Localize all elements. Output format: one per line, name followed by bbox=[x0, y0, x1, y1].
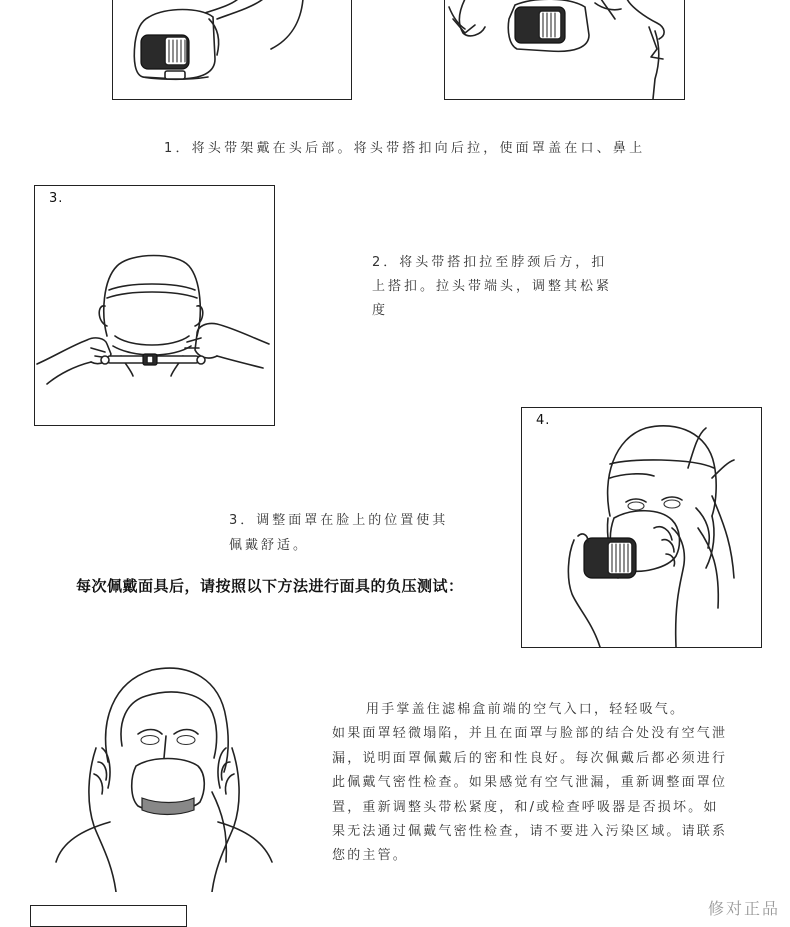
face-mask-adjust-illustration bbox=[522, 408, 761, 647]
test-line-1: 用手掌盖住滤棉盒前端的空气入口，轻轻吸气。 bbox=[366, 702, 686, 717]
section-heading: 每次佩戴面具后，请按照以下方法进行面具的负压测试： bbox=[76, 577, 464, 595]
corner-label: 修对正品 bbox=[708, 899, 781, 918]
step3-line2: 佩戴舒适。 bbox=[229, 538, 310, 553]
seal-check-illustration bbox=[42, 662, 302, 892]
back-of-head-illustration bbox=[35, 186, 274, 425]
hands-mask-illustration bbox=[445, 0, 684, 99]
test-line-3: 漏，说明面罩佩戴后的密和性良好。每次佩戴后都必须进行 bbox=[332, 750, 728, 766]
next-illustration-frame bbox=[30, 905, 187, 927]
test-line-5: 置，重新调整头带松紧度，和/或检查呼吸器是否损坏。如 bbox=[332, 799, 719, 815]
test-paragraph bbox=[332, 698, 772, 869]
test-line-6: 果无法通过佩戴气密性检查，请不要进入污染区域。请联系 bbox=[332, 824, 728, 840]
step1-caption: 1．将头带架戴在头后部。将头带搭扣向后拉，使面罩盖在口、鼻上 bbox=[164, 141, 646, 156]
step-number-3: 3. bbox=[49, 191, 64, 206]
step2-line2: 上搭扣。拉头带端头，调整其松紧 bbox=[372, 279, 613, 294]
test-line-4: 此佩戴气密性检查。如果感觉有空气泄漏，重新调整面罩位 bbox=[332, 775, 728, 791]
illustration-step1-left bbox=[112, 0, 352, 100]
step2-line3: 度 bbox=[372, 303, 389, 318]
illustration-step2 bbox=[34, 185, 275, 426]
test-line-2: 如果面罩轻微塌陷，并且在面罩与脸部的结合处没有空气泄 bbox=[332, 726, 728, 742]
step2-line1: 2．将头带搭扣拉至脖颈后方，扣 bbox=[372, 255, 608, 270]
mask-side-illustration bbox=[113, 0, 351, 99]
illustration-step1-right bbox=[444, 0, 685, 100]
test-line-7: 您的主管。 bbox=[332, 848, 409, 864]
step3-line1: 3．调整面罩在脸上的位置使其 bbox=[229, 513, 449, 528]
illustration-step3 bbox=[521, 407, 762, 648]
step-number-4: 4. bbox=[536, 413, 551, 428]
